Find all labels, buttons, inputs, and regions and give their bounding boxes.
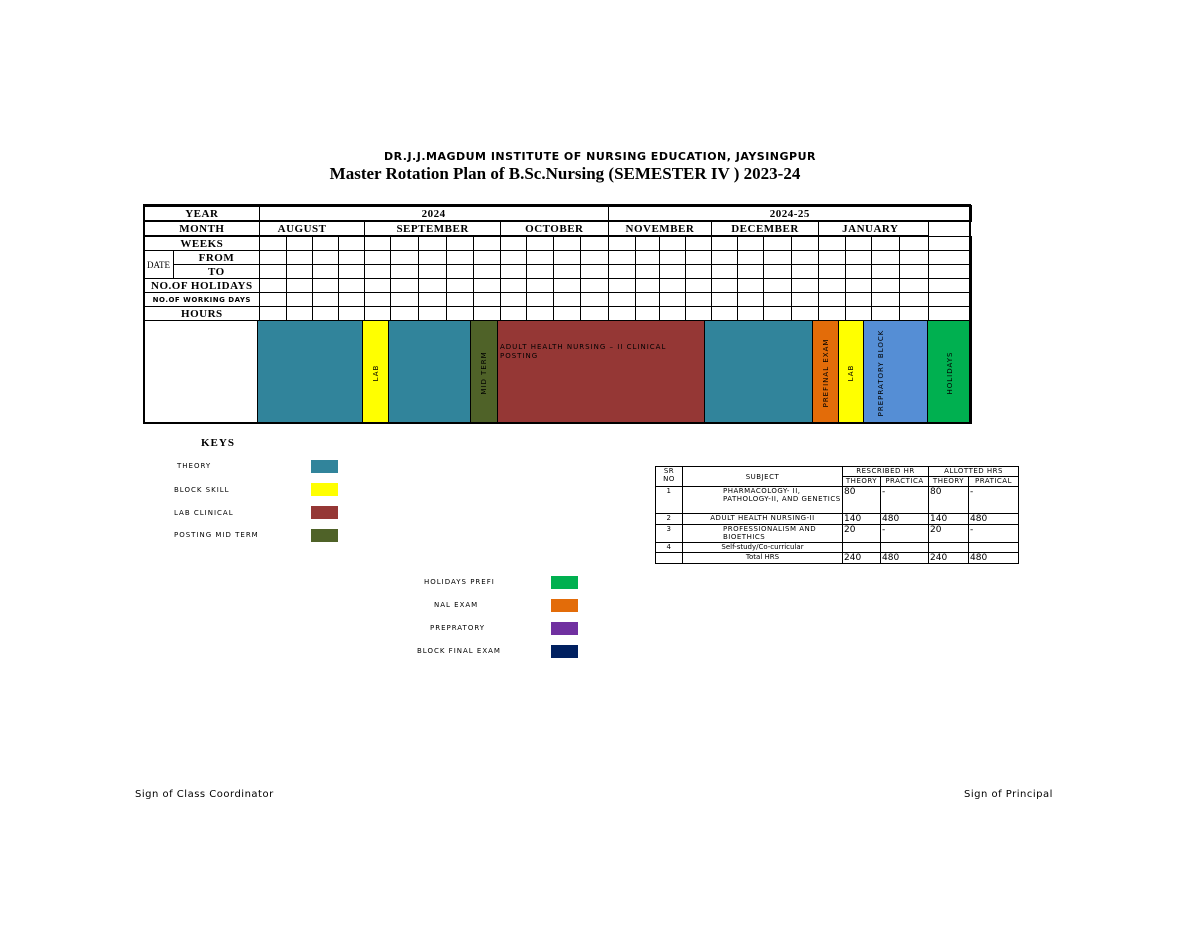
key-preparatory-swatch [551,622,578,635]
key-lab-clinical-label: LAB CLINICAL [174,509,234,517]
table-row [656,487,1019,514]
from-label: FROM [174,251,260,265]
theory-block-2 [389,321,471,424]
key-theory-swatch [311,460,338,473]
month-november: NOVEMBER [608,221,712,236]
total-sr-cell [656,553,683,564]
a-theory-cell: 80 [929,487,969,514]
working-days-label: NO.OF WORKING DAYS [145,293,260,307]
subject-cell: ADULT HEALTH NURSING-II [683,514,843,525]
hours-row [145,307,972,321]
a-practical-cell: 480 [969,514,1019,525]
keys-heading: KEYS [201,437,235,449]
total-p-practical: 480 [881,553,929,564]
from-row [145,251,972,265]
working-days-row [145,293,972,307]
page-title: Master Rotation Plan of B.Sc.Nursing (SEMESTER IV ) 2023-24 [329,164,801,183]
prefinal-exam-block-label: PREFINAL EXAM [821,338,830,407]
col-prescribed: RESCRIBED HR [843,467,929,477]
holidays-label: NO.OF HOLIDAYS [145,279,260,293]
theory-block-1 [258,321,363,424]
col-a-theory: THEORY [929,477,969,487]
subject-cell: PROFESSIONALISM AND BIOETHICS [683,525,843,543]
year-2024: 2024 [259,206,608,221]
adult-health-block [498,321,705,424]
lab-block-2-label: LAB [847,364,855,381]
month-august: AUGUST [259,221,365,236]
p-theory-cell: 80 [843,487,881,514]
midterm-block [471,321,498,424]
col-a-practical: PRATICAL [969,477,1019,487]
a-practical-cell: - [969,525,1019,543]
subject-hours-table [655,466,1019,564]
empty-label-block [144,321,258,424]
key-posting-midterm-label: POSTING MID TERM [174,531,259,539]
month-row [145,221,972,236]
holidays-row [145,279,972,293]
total-a-theory: 240 [929,553,969,564]
p-practical-cell: 480 [881,514,929,525]
year-2024-25: 2024-25 [608,206,971,221]
subject-header-row-1 [656,467,1019,477]
table-row [656,525,1019,543]
total-a-practical: 480 [969,553,1019,564]
prefinal-exam-block [813,321,839,424]
principal-sign: Sign of Principal [964,789,1053,800]
a-theory-cell: 20 [929,525,969,543]
a-practical-cell [969,543,1019,553]
sr-cell: 2 [656,514,683,525]
year-row [145,206,972,221]
col-allotted: ALLOTTED HRS [929,467,1019,477]
subject-cell: Self-study/Co-curricular [683,543,843,553]
key-lab-clinical-swatch [311,506,338,519]
p-practical-cell [881,543,929,553]
key-block-skill-swatch [311,483,338,496]
key-block-final-exam-label: BLOCK FINAL EXAM [417,647,501,655]
class-coordinator-sign: Sign of Class Coordinator [135,789,274,800]
sr-cell: 3 [656,525,683,543]
lab-block-1 [363,321,389,424]
date-label: DATE [145,251,174,279]
p-theory-cell: 20 [843,525,881,543]
hours-label: HOURS [145,307,260,321]
key-theory-label: THEORY [177,462,212,470]
key-holidays-label: HOLIDAYS PREFI [424,578,495,586]
key-final-exam-swatch [551,599,578,612]
col-subject: SUBJECT [683,467,843,487]
sr-cell: 4 [656,543,683,553]
a-theory-cell: 140 [929,514,969,525]
month-december: DECEMBER [712,221,819,236]
year-label: YEAR [145,206,260,221]
holidays-block [928,321,972,424]
key-block-skill-label: BLOCK SKILL [174,486,230,494]
institute-name: DR.J.J.MAGDUM INSTITUTE OF NURSING EDUCATION, JAYSINGPUR [383,150,817,163]
preparatory-block [864,321,928,424]
p-theory-cell: 140 [843,514,881,525]
to-row [145,265,972,279]
table-row [656,514,1019,525]
lab-block-2 [839,321,864,424]
p-practical-cell: - [881,525,929,543]
total-row [656,553,1019,564]
col-p-theory: THEORY [843,477,881,487]
sr-cell: 1 [656,487,683,514]
key-final-exam-label: NAL EXAM [434,601,479,609]
month-september: SEPTEMBER [365,221,501,236]
total-label: Total HRS [683,553,843,564]
key-posting-midterm-swatch [311,529,338,542]
table-row [656,543,1019,553]
key-preparatory-label: PREPRATORY [430,624,486,632]
theory-block-3 [705,321,813,424]
weeks-row [145,236,972,251]
col-srno: SR NO [656,467,683,487]
rotation-grid [144,205,972,321]
month-october: OCTOBER [501,221,609,236]
key-holidays-swatch [551,576,578,589]
adult-health-block-label: ADULT HEALTH NURSING – II CLINICAL POSTING [500,343,667,360]
p-theory-cell [843,543,881,553]
month-january: JANUARY [818,221,929,236]
lab-block-1-label: LAB [371,364,380,381]
total-p-theory: 240 [843,553,881,564]
a-theory-cell [929,543,969,553]
holidays-block-label: HOLIDAYS [945,351,954,394]
key-block-final-exam-swatch [551,645,578,658]
weeks-label: WEEKS [145,236,260,251]
a-practical-cell: - [969,487,1019,514]
rotation-blocks [144,321,972,424]
midterm-block-label: MID TERM [480,350,488,395]
subject-cell: PHARMACOLOGY- II, PATHOLOGY-II, AND GENETICS [683,487,843,514]
col-p-practical: PRACTICA [881,477,929,487]
to-label: TO [174,265,260,279]
preparatory-block-label: PREPRATORY BLOCK [877,329,885,416]
p-practical-cell: - [881,487,929,514]
month-label: MONTH [145,221,260,236]
